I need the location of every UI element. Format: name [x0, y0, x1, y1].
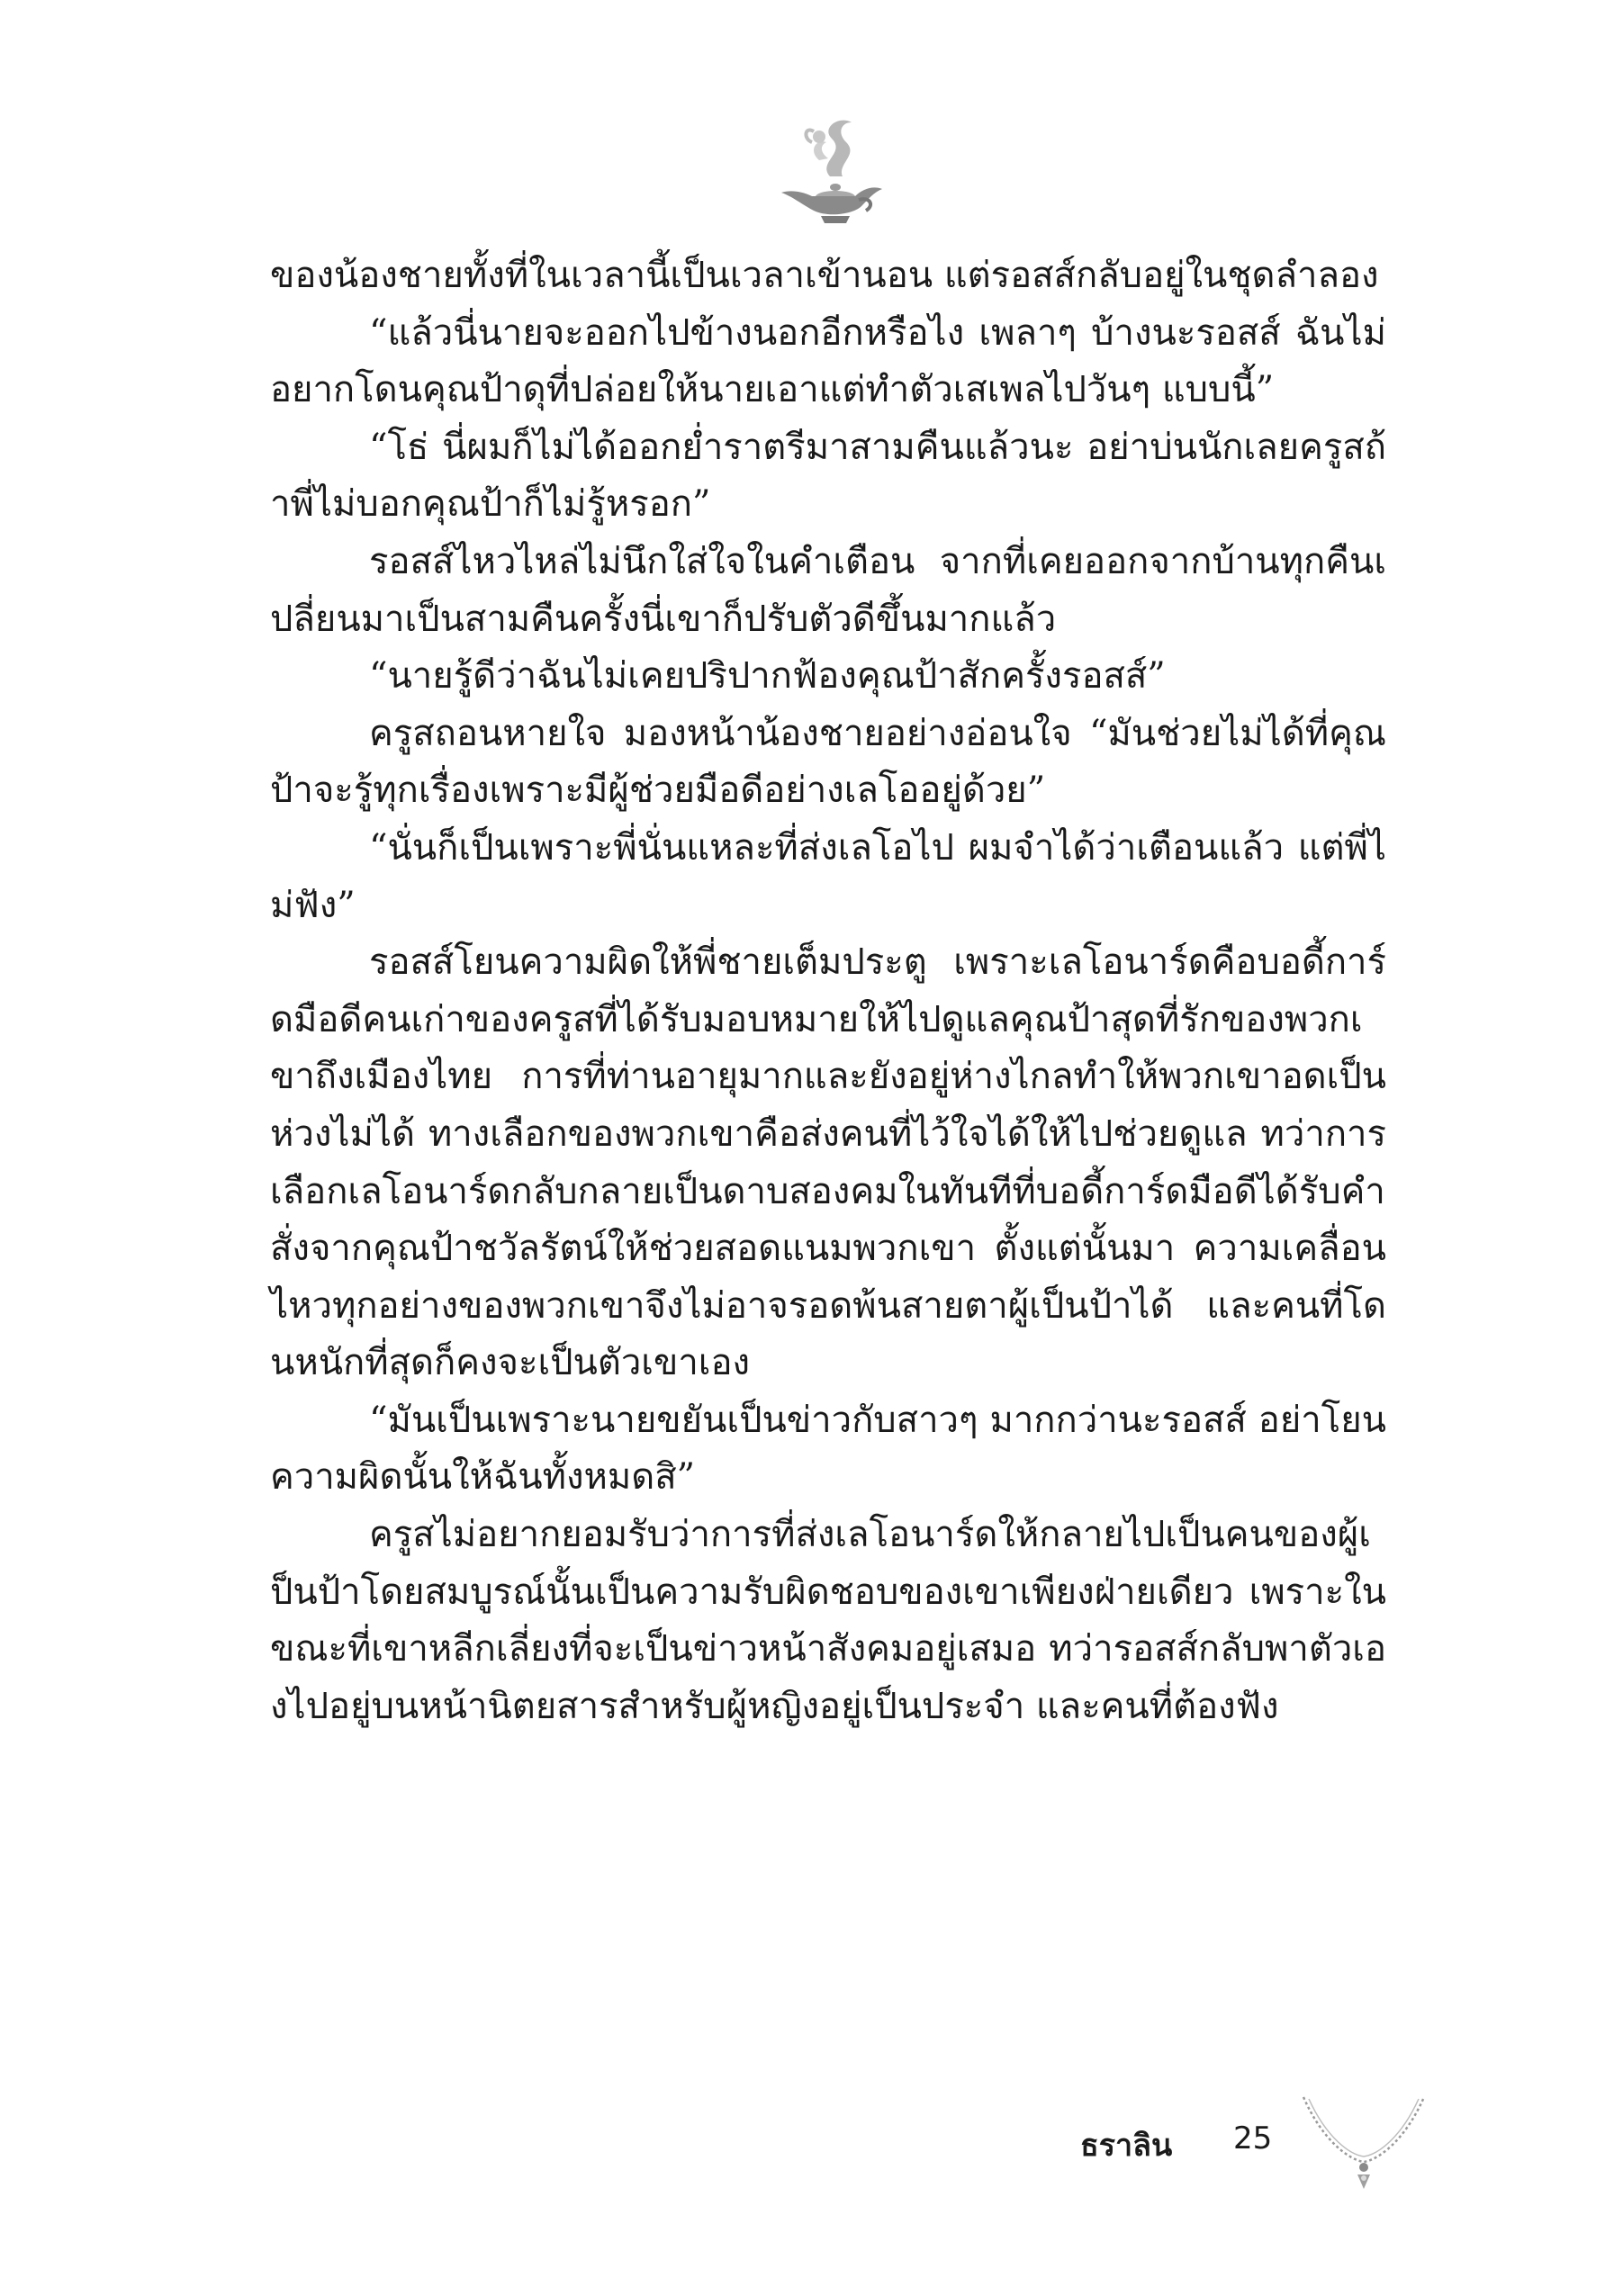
paragraph: รอสส์ไหวไหล่ไม่นึกใส่ใจในคำเตือน จากที่เคยออกจากบ้านทุกคืนเปลี่ยนมาเป็นสามคืนครั้งนี่เขาก็ปรับตัวดีขึ้นมากแล้ว [270, 540, 1386, 640]
necklace-icon [1296, 2088, 1431, 2196]
paragraph: ครูสไม่อยากยอมรับว่าการที่ส่งเลโอนาร์ดให้กลายไปเป็นคนของผู้เป็นป้าโดยสมบูรณ์นั้นเป็นความรับผิดชอบของเขาเพียงฝ่ายเดียว เพราะในขณะที่เขาหลีกเลี่ยงที่จะเป็นข่าวหน้าสังคมอยู่เสมอ ทว่ารอสส์กลับพาตัวเองไปอยู่บนหน้านิตยสารสำหรับผู้หญิงอยู่เป็นประจำ และคนที่ต้องฟัง [270, 1514, 1386, 1727]
text-body [270, 248, 1386, 1735]
paragraph: “แล้วนี่นายจะออกไปข้างนอกอีกหรือไง เพลาๆ บ้างนะรอสส์ ฉันไม่อยากโดนคุณป้าดุที่ปล่อยให้นายเอาแต่ทำตัวเสเพลไปวันๆ แบบนี้” [270, 311, 1386, 411]
page-number: 25 [1233, 2120, 1273, 2156]
genie-lamp-icon [765, 106, 891, 232]
paragraph: “โธ่ นี่ผมก็ไม่ได้ออกย่ำราตรีมาสามคืนแล้วนะ อย่าบ่นนักเลยครูสถ้าพี่ไม่บอกคุณป้าก็ไม่รู้หรอก” [270, 426, 1386, 526]
footer-author: ธราลิน [1080, 2128, 1173, 2164]
paragraph: ครูสถอนหายใจ มองหน้าน้องชายอย่างอ่อนใจ “มันช่วยไม่ได้ที่คุณป้าจะรู้ทุกเรื่องเพราะมีผู้ช่วยมือดีอย่างเลโออยู่ด้วย” [270, 712, 1386, 812]
paragraph: รอสส์โยนความผิดให้พี่ชายเต็มประตู เพราะเลโอนาร์ดคือบอดี้การ์ดมือดีคนเก่าของครูสที่ได้รับมอบหมายให้ไปดูแลคุณป้าสุดที่รักของพวกเขาถึงเมืองไทย การที่ท่านอายุมากและยังอยู่ห่างไกลทำให้พวกเขาอดเป็นห่วงไม่ได้ ทางเลือกของพวกเขาคือส่งคนที่ไว้ใจได้ให้ไปช่วยดูแล ทว่าการเลือกเลโอนาร์ดกลับกลายเป็นดาบสองคมในทันทีที่บอดี้การ์ดมือดีได้รับคำสั่งจากคุณป้าชวัลรัตน์ให้ช่วยสอดแนมพวกเขา ตั้งแต่นั้นมา ความเคลื่อนไหวทุกอย่างของพวกเขาจึงไม่อาจรอดพ้นสายตาผู้เป็นป้าได้ และคนที่โดนหนักที่สุดก็คงจะเป็นตัวเขาเอง [270, 941, 1386, 1384]
page-footer [1062, 2097, 1449, 2196]
paragraph: ของน้องชายทั้งที่ในเวลานี้เป็นเวลาเข้านอน แต่รอสส์กลับอยู่ในชุดลำลอง [270, 255, 1379, 296]
paragraph: “นายรู้ดีว่าฉันไม่เคยปริปากฟ้องคุณป้าสักครั้งรอสส์” [369, 655, 1166, 698]
paragraph: “นั่นก็เป็นเพราะพี่นั่นแหละที่ส่งเลโอไป ผมจำได้ว่าเตือนแล้ว แต่พี่ไม่ฟัง” [270, 826, 1386, 926]
paragraph: “มันเป็นเพราะนายขยันเป็นข่าวกับสาวๆ มากกว่านะรอสส์ อย่าโยนความผิดนั้นให้ฉันทั้งหมดสิ” [270, 1399, 1386, 1499]
